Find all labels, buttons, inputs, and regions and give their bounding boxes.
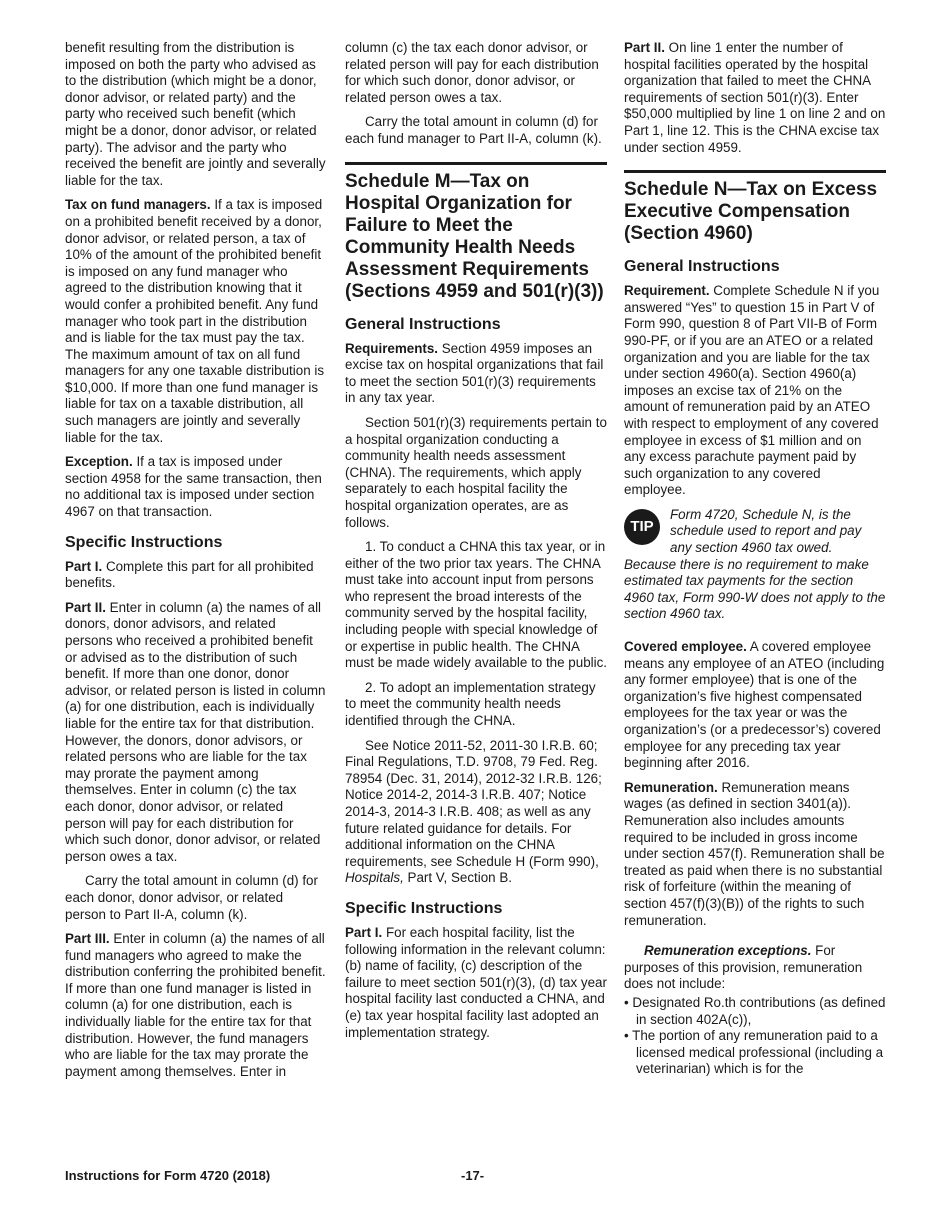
exceptions-paragraph: Remuneration exceptions. For purposes of this provision, remuneration does not include:	[624, 943, 863, 992]
part1-paragraph: Part I. Complete this part for all prohibited benefits.	[65, 558, 314, 591]
requirements-paragraph: Requirements. Section 4959 imposes an excise tax on hospital organizations that fail to meet the section 501(r)(3) requirements in any tax year.	[345, 340, 604, 406]
footer-form-title: Instructions for Form 4720 (2018)	[65, 1168, 271, 1183]
remuneration-paragraph: Remuneration. Remuneration means wages (as defined in section 3401(a)). Remuneration also includes amounts required to be included in gross income under section 457(f). Remuneration shall be treated as paid when there is no substantial risk of forfeiture (within the meaning of section 457(f)(3)(B)) of the rights to such remuneration.	[624, 779, 885, 928]
paragraph: column (c) the tax each donor advisor, or related person will pay for each distribution for which such donor, donor advisor, or related person owes a tax.	[345, 40, 599, 105]
paragraph: Section 501(r)(3) requirements pertain to a hospital organization conducting a community health needs assessment (CHNA). The requirements, which apply separately to each hospital facility the hospital organization operates, are as follows.	[345, 414, 607, 530]
run-in-heading: Remuneration exceptions.	[644, 943, 812, 959]
column-2	[345, 40, 607, 1049]
bullet-item: • The portion of any remuneration paid to a licensed medical professional (including a veterinarian) which is for the	[624, 1028, 884, 1077]
paragraph: Carry the total amount in column (d) for each fund manager to Part II-A, column (k).	[345, 114, 602, 146]
exception-paragraph: Exception. If a tax is imposed under section 4958 for the same transaction, then no additional tax is imposed under section 4967 on that transaction.	[65, 454, 322, 520]
schedule-n-title: Schedule N—Tax on Excess Executive Compensation (Section 4960)	[624, 179, 878, 245]
covered-employee-paragraph: Covered employee. A covered employee means any employee of an ATEO (including any former employee) that is one of the organization’s five highest compensated employees for the tax year or was the organization’s (or a predecessor’s) covered employee for any preceding tax year beginning after 2016.	[624, 639, 885, 771]
run-in-heading: Exception.	[65, 454, 133, 470]
paragraph: benefit resulting from the distribution is imposed on both the party who advised as to the distribution (which might be a donor, donor advisor, or related party) and the party who received such benefit (which might be a donor, donor advisor, or related party). The advisor and the party who received the benefit are jointly and severally liable for the tax.	[65, 40, 326, 188]
section-heading: General Instructions	[624, 258, 780, 276]
section-rule	[624, 170, 886, 173]
tip-box	[624, 507, 886, 557]
tip-icon: TIP	[624, 509, 660, 545]
column-3	[624, 40, 886, 1078]
tip-text: Form 4720, Schedule N, is the schedule used to report and pay any section 4960 tax owed.	[670, 506, 862, 556]
requirement-paragraph: Requirement. Complete Schedule N if you answered “Yes” to question 15 in Part V of Form 990, question 8 of Part VII-B of Form 990-PF, or if you are an ATEO or a related organization and you are liable for the tax under section 4960(a). Section 4960(a) imposes an excise tax of 21% on the amount of remuneration paid by an ATEO with respect to employment of any covered employee in excess of $1 million and on any excess parachute payment paid by such organization to any covered employee.	[624, 283, 880, 498]
paragraph: Carry the total amount in column (d) for each donor, donor advisor, or related person to Part II-A, column (k).	[65, 873, 318, 922]
part2-paragraph: Part II. Enter in column (a) the names of all donors, donor advisors, and related persons who received a prohibited benefit or advised as to the distribution of such benefit. If more than one donor, donor advisor, or related person is listed in column (a) for one distribution, each is individually liable for the entire tax for that distribution. However, the donors, donor advisors, or related persons who are liable for the tax may prorate the payment among themselves. Enter in column (c) the tax each donor, donor advisor, or related person will pay for each distribution for which such donor, donor advisor, or related person owes a tax.	[65, 599, 326, 864]
part1-paragraph: Part I. For each hospital facility, list the following information in the relevant column: (b) name of facility, (c) description of the failure to meet section 501(r)(3), (d) tax year hospital facility last conducted a CHNA, and (e) tax year hospital facility last adopted an implementation strategy.	[345, 924, 607, 1040]
section-heading: General Instructions	[345, 315, 501, 333]
section-heading: Specific Instructions	[65, 533, 223, 551]
run-in-heading: Part II.	[624, 40, 665, 55]
part3-paragraph: Part III. Enter in column (a) the names of all fund managers who agreed to make the distribution conferring the prohibited benefit. If more than one fund manager is listed in column (a) for one distribution, each is individually liable for the entire tax for that distribution. However, the fund managers who are liable for the tax may prorate the payment among themselves. Enter in	[65, 931, 326, 1079]
run-in-heading: Remuneration.	[624, 779, 718, 795]
run-in-heading: Part III.	[65, 931, 110, 947]
run-in-heading: Part II.	[65, 599, 106, 615]
run-in-heading: Part I.	[345, 924, 383, 940]
run-in-heading: Requirement.	[624, 283, 710, 299]
page-number: -17-	[461, 1168, 485, 1183]
bullet-item: • Designated Ro.th contributions (as defined in section 402A(c)),	[624, 994, 886, 1027]
part2-paragraph: Part II. On line 1 enter the number of hospital facilities operated by the hospital organization that failed to meet the CHNA requirements of section 501(r)(3). Enter $50,000 multiplied by line 1 on line 2 and on Part 1, line 12. This is the CHNA excise tax under section 4959.	[624, 40, 886, 155]
run-in-heading: Tax on fund managers.	[65, 197, 211, 213]
list-item: 2. To adopt an implementation strategy to meet the community health needs identified through the CHNA.	[345, 679, 596, 729]
section-rule	[345, 162, 607, 165]
schedule-m-title: Schedule M—Tax on Hospital Organization for Failure to Meet the Community Health Needs Assessment Requirements (Sections 4959 and 501(r)(3))	[345, 170, 604, 302]
section-heading: Specific Instructions	[345, 899, 503, 917]
run-in-heading: Covered employee.	[624, 639, 747, 655]
list-item: 1. To conduct a CHNA this tax year, or in either of the two prior tax years. The CHNA must take into account input from persons who represent the broad interests of the community served by the hospital facility, including people with special knowledge of or expertise in public health. The CHNA must be made widely available to the public.	[345, 539, 608, 671]
see-notice-paragraph: See Notice 2011-52, 2011-30 I.R.B. 60; Final Regulations, T.D. 9708, 79 Fed. Reg. 78954 (Dec. 31, 2014), 2012-32 I.R.B. 126; Notice 2014-2, 2014-3 I.R.B. 407; Notice 2014-3, 2014-3 I.R.B. 408; as well as any future related guidance for details. For additional information on the CHNA requirements, see Schedule H (Form 990), Hospitals, Part V, Section B.	[345, 737, 602, 886]
tip-continuation: Because there is no requirement to make estimated tax payments for the section 4960 tax, Form 990-W does not apply to the section 4960 tax.	[624, 556, 886, 622]
run-in-heading: Part I.	[65, 558, 103, 574]
column-1	[65, 40, 327, 1088]
run-in-heading: Requirements.	[345, 340, 439, 356]
fund-managers-paragraph: Tax on fund managers. If a tax is imposed on a prohibited benefit received by a donor, donor advisor, or related person, a tax of 10% of the amount of the prohibited benefit is imposed on any fund manager who agreed to the distribution knowing that it would confer a prohibited benefit. Any fund manager who took part in the distribution and is liable for the tax must pay the tax. The maximum amount of tax on all fund managers for any one taxable distribution is $10,000. If more than one fund manager is liable for tax on a taxable distribution, all such managers are jointly and severally liable for the tax.	[65, 197, 325, 445]
